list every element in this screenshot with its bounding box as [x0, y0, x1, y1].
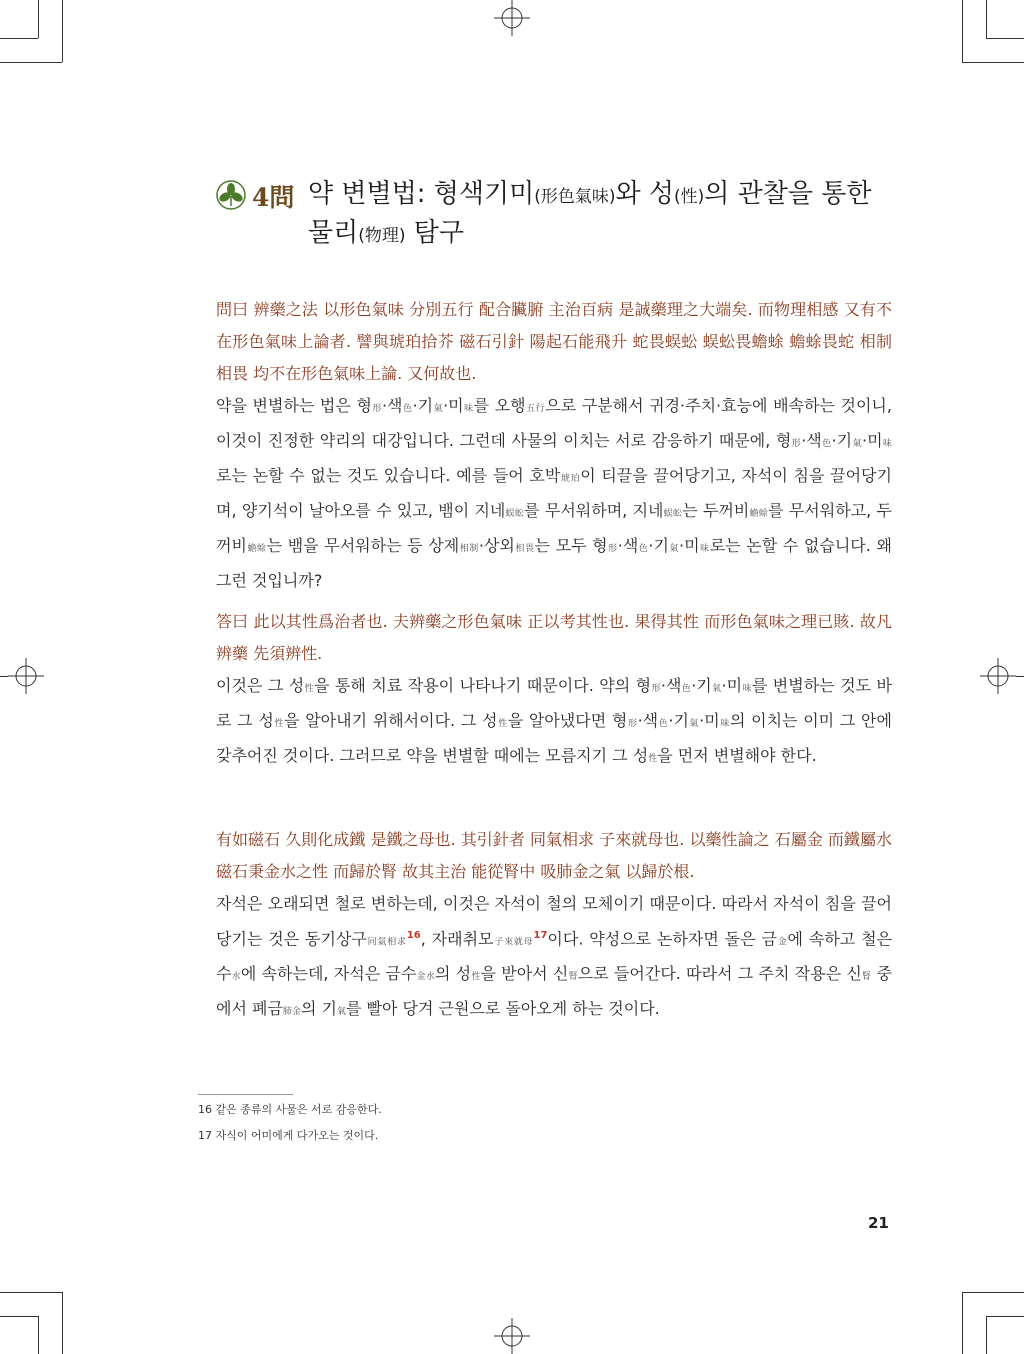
- footnote-divider: [198, 1094, 293, 1095]
- title-text: 탐구: [405, 218, 464, 248]
- question-number: 4問: [252, 183, 295, 212]
- classical-text: 有如磁石 久則化成鐵 是鐵之母也. 其引針者 同氣相求 子來就母也. 以藥性論之 石屬金 而鐵屬水 磁石秉金水之性 而歸於腎 故其主治 能從腎中 吸肺金之氣 以歸於根.: [216, 830, 892, 881]
- answer-block-continued: [216, 824, 892, 1028]
- crop-mark: [38, 0, 39, 38]
- crop-mark: [962, 1292, 963, 1354]
- registration-mark-left: [8, 658, 44, 694]
- crop-mark: [38, 1316, 39, 1354]
- title-hanja: (形色氣味): [534, 187, 616, 207]
- crop-mark: [0, 38, 38, 39]
- footnote-17: 17 자식이 어미에게 다가오는 것이다.: [198, 1129, 379, 1142]
- crop-mark: [0, 62, 62, 63]
- footnote-ref: 16: [406, 930, 421, 941]
- korean-translation: 약을 변별하는 법은 형形·색色·기氣·미味를 오행五行으로 구분해서 귀경·주치·효능에 배속하는 것이니, 이것이 진정한 약리의 대강입니다. 그런데 사물의 이치는 서로 감응하기 때문에, 형形·색色·기氣·미味로는 논할 수 없는 것도 있습니다. 예를 들어 호박琥珀이 티끌을 끌어당기고, 자석이 침을 끌어당기며, 양기석이 날아오를 수 있고, 뱀이 지네蜈蚣를 무서워하며, 지네蜈蚣는 두꺼비蟾蜍를 무서워하고, 두꺼비蟾蜍는 뱀을 무서워하는 등 상제相制·상외相畏는 모두 형形·색色·기氣·미味로는 논할 수 없습니다. 왜 그런 것입니까?: [216, 396, 892, 590]
- crop-mark: [62, 1292, 63, 1354]
- crop-mark: [0, 1292, 62, 1293]
- title-hanja: (物理): [358, 226, 406, 246]
- korean-translation: 이것은 그 성性을 통해 치료 작용이 나타나기 때문이다. 약의 형形·색色·기氣·미味를 변별하는 것도 바로 그 성性을 알아내기 위해서이다. 그 성性을 알아냈다면 형形·색色·기氣·미味의 이치는 이미 그 안에 갖추어진 것이다. 그러므로 약을 변별할 때에는 모름지기 그 성性을 먼저 변별해야 한다.: [216, 676, 892, 765]
- crop-mark: [986, 38, 1024, 39]
- crop-mark: [962, 62, 1024, 63]
- crop-mark: [962, 0, 963, 62]
- crop-mark: [986, 1316, 987, 1354]
- title-hanja: (性): [673, 187, 705, 207]
- page-title: [308, 176, 908, 254]
- crop-mark: [1016, 676, 1024, 677]
- crop-mark: [986, 1316, 1024, 1317]
- crop-mark: [986, 0, 987, 38]
- title-text: 와 성: [615, 179, 674, 209]
- korean-translation: 자석은 오래되면 철로 변하는데, 이것은 자석이 철의 모체이기 때문이다. 따라서 자석이 침을 끌어당기는 것은 동기상구同氣相求$^{16}$, 자래취모子來就母$^{17}$이다. 약성으로 논하자면 돌은 금金에 속하고 철은 수水에 속하는데, 자석은 금수金水의 성性을 받아서 신腎으로 들어간다. 따라서 그 주치 작용은 신腎 중에서 폐금肺金의 기氣를 빨아 당겨 근원으로 돌아오게 하는 것이다.: [216, 894, 892, 1019]
- registration-mark-top: [494, 0, 530, 36]
- classical-text: 答曰 此以其性爲治者也. 夫辨藥之形色氣味 正以考其性也. 果得其性 而形色氣味之理已賅. 故凡辨藥 先須辨性.: [216, 612, 892, 663]
- classical-text: 問曰 辨藥之法 以形色氣味 分別五行 配合臟腑 主治百病 是誠藥理之大端矣. 而物理相感 又有不在形色氣味上論者. 譬與琥珀拾芥 磁石引針 陽起石能飛升 蛇畏蜈蚣 蜈蚣畏蟾蜍 蟾蜍畏蛇 相制相畏 均不在形色氣味上論. 又何故也.: [216, 300, 892, 383]
- leaf-icon: [216, 180, 246, 210]
- title-text: 물리: [308, 218, 359, 248]
- footnote-ref: 17: [533, 930, 548, 941]
- title-text: 약 변별법: 형색기미: [308, 179, 535, 209]
- answer-block: [216, 606, 892, 775]
- footnote-16: 16 같은 종류의 사물은 서로 감응한다.: [198, 1103, 382, 1116]
- crop-mark: [0, 676, 8, 677]
- registration-mark-right: [980, 658, 1016, 694]
- page-number: 21: [868, 1214, 889, 1232]
- registration-mark-bottom: [494, 1318, 530, 1354]
- title-text: 의 관찰을 통한: [704, 179, 872, 209]
- crop-mark: [0, 1316, 38, 1317]
- question-block: [216, 294, 892, 597]
- crop-mark: [962, 1292, 1024, 1293]
- crop-mark: [62, 0, 63, 62]
